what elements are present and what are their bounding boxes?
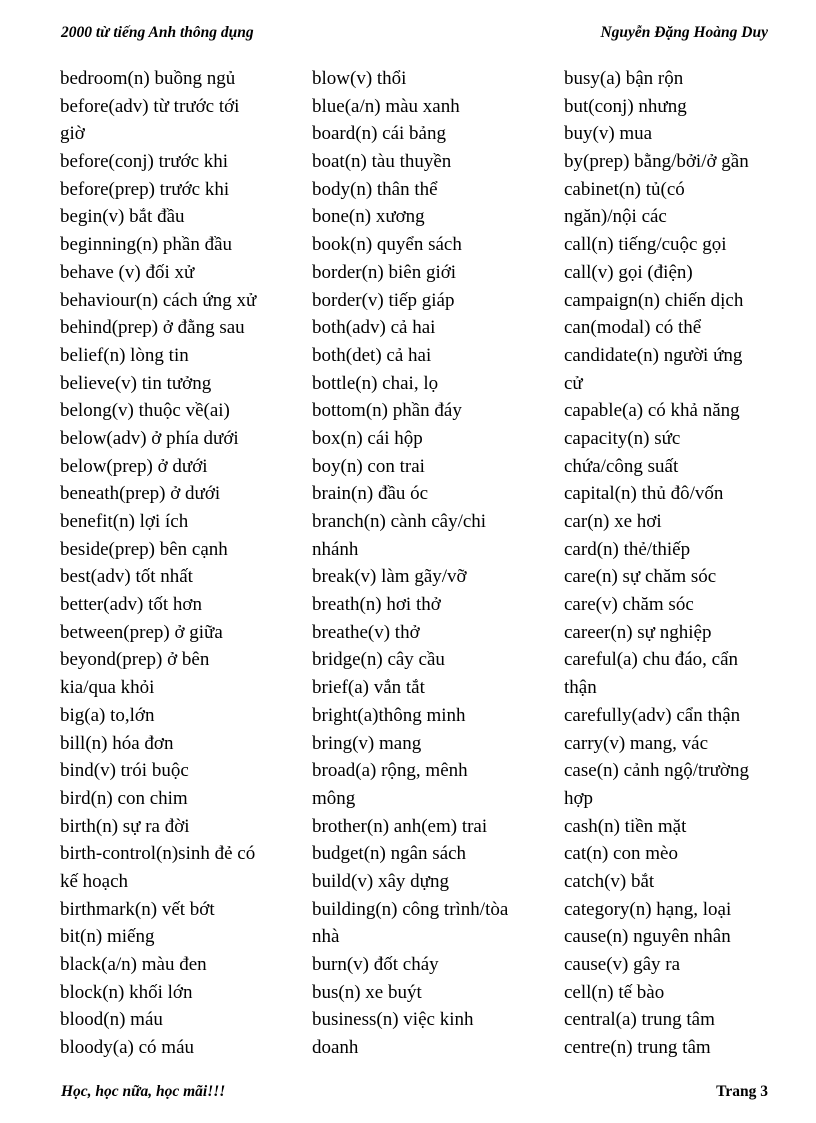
vocab-line: case(n) cảnh ngộ/trường	[564, 760, 749, 782]
vocab-line: nhánh	[312, 538, 359, 560]
vocab-line: kế hoạch	[60, 870, 129, 892]
vocab-line: capacity(n) sức	[564, 427, 681, 449]
vocab-line: cell(n) tế bào	[564, 981, 665, 1003]
vocab-column-1	[60, 65, 285, 1062]
vocab-line: begin(v) bắt đầu	[60, 206, 185, 228]
vocab-line: body(n) thân thể	[312, 178, 438, 200]
vocab-line: cash(n) tiền mặt	[564, 815, 687, 837]
vocab-line: beginning(n) phần đầu	[60, 234, 233, 256]
vocab-line: card(n) thẻ/thiếp	[564, 538, 691, 560]
vocab-line: cat(n) con mèo	[564, 843, 678, 865]
vocab-line: belong(v) thuộc về(ai)	[60, 400, 230, 422]
vocab-line: both(adv) cả hai	[312, 317, 436, 339]
vocab-line: career(n) sự nghiệp	[564, 621, 712, 643]
vocab-line: bottom(n) phần đáy	[312, 400, 462, 422]
vocab-line: giờ	[60, 123, 85, 145]
vocab-line: busy(a) bận rộn	[564, 68, 684, 89]
vocab-line: blue(a/n) màu xanh	[312, 95, 460, 117]
vocab-line: capital(n) thủ đô/vốn	[564, 483, 724, 505]
vocab-line: best(adv) tốt nhất	[60, 566, 193, 588]
vocab-line: behind(prep) ở đằng sau	[60, 317, 245, 339]
vocab-line: catch(v) bắt	[564, 870, 655, 892]
vocab-line: blow(v) thổi	[312, 68, 407, 89]
vocab-line: bone(n) xương	[312, 206, 425, 228]
vocab-line: break(v) làm gãy/vỡ	[312, 566, 467, 588]
vocab-line: border(n) biên giới	[312, 261, 457, 283]
vocab-line: kia/qua khỏi	[60, 677, 155, 699]
vocab-line: board(n) cái bảng	[312, 123, 446, 145]
vocab-line: candidate(n) người ứng	[564, 344, 743, 366]
page-header	[61, 24, 768, 48]
vocab-line: blood(n) máu	[60, 1009, 163, 1031]
vocab-line: below(adv) ở phía dưới	[60, 427, 239, 449]
vocab-line: beyond(prep) ở bên	[60, 649, 210, 671]
vocab-line: brain(n) đầu óc	[312, 483, 429, 505]
vocab-line: bird(n) con chim	[60, 787, 188, 809]
vocab-line: border(v) tiếp giáp	[312, 289, 455, 311]
vocab-line: big(a) to,lớn	[60, 704, 155, 726]
vocab-line: believe(v) tin tưởng	[60, 372, 212, 394]
vocab-column-2	[312, 65, 542, 1062]
vocab-line: build(v) xây dựng	[312, 870, 449, 892]
vocab-line: can(modal) có thể	[564, 317, 702, 339]
vocab-line: cabinet(n) tủ(có	[564, 178, 685, 200]
vocab-line: category(n) hạng, loại	[564, 898, 732, 920]
vocab-line: mông	[312, 787, 356, 809]
vocab-line: both(det) cả hai	[312, 344, 432, 366]
vocab-line: bottle(n) chai, lọ	[312, 372, 439, 394]
vocab-line: chứa/công suất	[564, 455, 679, 477]
vocab-line: before(adv) từ trước tới	[60, 95, 240, 117]
vocab-line: bright(a)thông minh	[312, 704, 466, 726]
vocab-line: ngăn)/nội các	[564, 206, 667, 228]
vocab-line: behaviour(n) cách ứng xử	[60, 289, 257, 311]
vocab-line: black(a/n) màu đen	[60, 954, 207, 975]
header-title: 2000 từ tiếng Anh thông dụng	[61, 24, 254, 41]
vocab-line: call(n) tiếng/cuộc gọi	[564, 234, 727, 256]
vocab-line: bill(n) hóa đơn	[60, 732, 174, 754]
vocab-line: business(n) việc kinh	[312, 1009, 474, 1031]
vocab-line: care(n) sự chăm sóc	[564, 566, 717, 588]
vocab-line: capable(a) có khả năng	[564, 400, 740, 422]
vocab-line: book(n) quyển sách	[312, 234, 462, 256]
vocab-line: birth(n) sự ra đời	[60, 815, 190, 837]
vocab-line: careful(a) chu đáo, cẩn	[564, 649, 739, 671]
vocab-line: carry(v) mang, vác	[564, 732, 709, 754]
vocab-line: thận	[564, 677, 597, 699]
page-footer	[61, 1083, 768, 1107]
vocab-line: hợp	[564, 787, 594, 809]
vocab-line: cause(v) gây ra	[564, 954, 681, 975]
vocab-line: campaign(n) chiến dịch	[564, 289, 744, 311]
vocab-line: below(prep) ở dưới	[60, 455, 208, 477]
vocab-line: boy(n) con trai	[312, 455, 425, 477]
vocab-line: belief(n) lòng tin	[60, 344, 189, 366]
vocab-line: nhà	[312, 926, 340, 948]
vocab-column-3	[564, 65, 804, 1062]
vocab-line: birth-control(n)sinh đẻ có	[60, 843, 256, 865]
vocab-line: cử	[564, 372, 583, 394]
vocab-line: before(prep) trước khi	[60, 178, 230, 200]
vocab-line: brother(n) anh(em) trai	[312, 815, 488, 837]
vocab-line: block(n) khối lớn	[60, 981, 193, 1003]
vocab-line: bus(n) xe buýt	[312, 981, 422, 1003]
vocab-line: bridge(n) cây cầu	[312, 649, 445, 671]
header-author: Nguyễn Đặng Hoàng Duy	[600, 24, 768, 41]
vocab-line: buy(v) mua	[564, 123, 653, 145]
vocab-line: bloody(a) có máu	[60, 1037, 195, 1059]
vocab-line: budget(n) ngân sách	[312, 843, 467, 865]
vocab-line: bit(n) miếng	[60, 926, 155, 948]
vocab-line: between(prep) ở giữa	[60, 621, 223, 643]
vocab-line: but(conj) nhưng	[564, 95, 687, 117]
vocab-line: car(n) xe hơi	[564, 511, 662, 532]
vocab-line: branch(n) cành cây/chi	[312, 511, 487, 532]
vocab-line: brief(a) vắn tắt	[312, 677, 425, 699]
vocab-line: bind(v) trói buộc	[60, 760, 189, 782]
vocab-line: behave (v) đối xử	[60, 261, 195, 283]
vocab-line: breath(n) hơi thở	[312, 594, 441, 616]
vocab-line: benefit(n) lợi ích	[60, 511, 189, 532]
vocab-line: burn(v) đốt cháy	[312, 954, 439, 975]
vocab-line: by(prep) bằng/bởi/ở gần	[564, 151, 749, 173]
vocab-line: building(n) công trình/tòa	[312, 898, 509, 920]
vocab-line: cause(n) nguyên nhân	[564, 926, 731, 948]
vocab-line: beneath(prep) ở dưới	[60, 483, 221, 505]
vocab-line: central(a) trung tâm	[564, 1009, 715, 1031]
vocab-line: better(adv) tốt hơn	[60, 594, 202, 616]
vocab-line: before(conj) trước khi	[60, 151, 229, 173]
vocab-line: carefully(adv) cẩn thận	[564, 704, 741, 726]
vocab-line: call(v) gọi (điện)	[564, 261, 693, 283]
vocab-line: breathe(v) thở	[312, 621, 420, 643]
vocab-line: birthmark(n) vết bớt	[60, 898, 215, 920]
vocab-line: boat(n) tàu thuyền	[312, 151, 452, 173]
vocab-line: broad(a) rộng, mênh	[312, 760, 468, 782]
vocab-line: doanh	[312, 1037, 359, 1059]
vocab-line: centre(n) trung tâm	[564, 1037, 711, 1059]
footer-motto: Học, học nữa, học mãi!!!	[61, 1083, 226, 1100]
vocab-line: beside(prep) bên cạnh	[60, 538, 228, 560]
vocab-line: bedroom(n) buồng ngủ	[60, 68, 236, 89]
vocab-line: box(n) cái hộp	[312, 427, 423, 449]
vocab-line: bring(v) mang	[312, 732, 422, 754]
vocab-line: care(v) chăm sóc	[564, 594, 694, 616]
page-number: Trang 3	[716, 1083, 768, 1100]
